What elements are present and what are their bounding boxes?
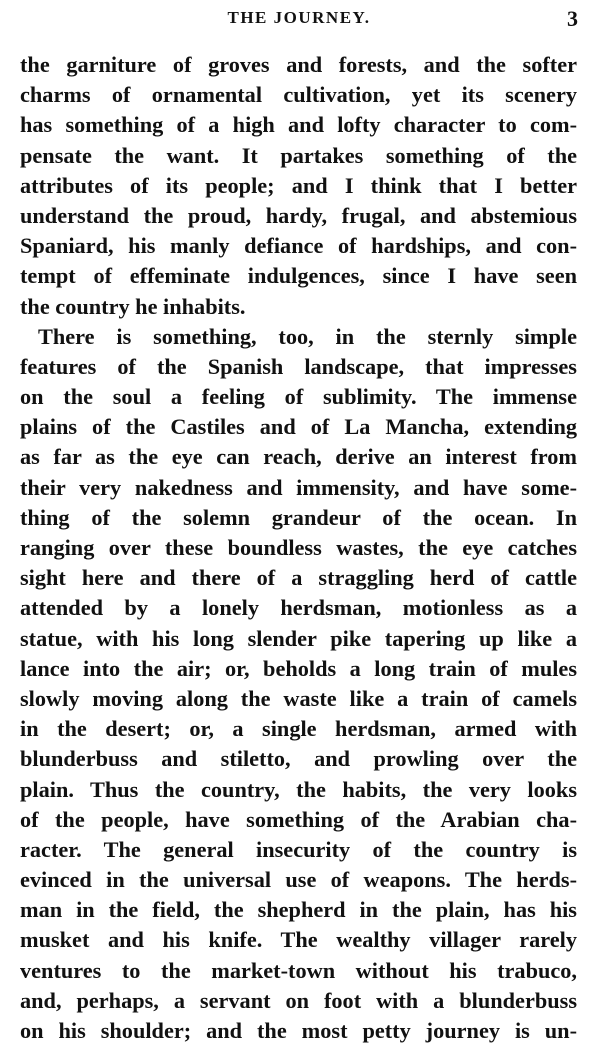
text-line: evinced in the universal use of weapons. The herds- [20, 867, 577, 893]
running-title: THE JOURNEY. [227, 8, 371, 27]
text-line: in the desert; or, a single herdsman, armed with [20, 716, 577, 742]
text-line: slowly moving along the waste like a train of camels [20, 685, 577, 711]
text-line: has something of a high and lofty character to com- [20, 112, 577, 138]
text-line: man in the field, the shepherd in the plain, has his [20, 897, 577, 923]
text-line: lance into the air; or, beholds a long train of mules [20, 655, 577, 681]
text-line: their very nakedness and immensity, and have some- [20, 474, 577, 500]
text-line: blunderbuss and stiletto, and prowling over the [20, 746, 577, 772]
text-line: thing of the solemn grandeur of the ocean. In [20, 504, 577, 530]
text-line: ranging over these boundless wastes, the eye catches [20, 535, 577, 560]
text-line: charms of ornamental cultivation, yet its scenery [20, 82, 577, 108]
running-head [20, 8, 578, 38]
text-line: tempt of effeminate indulgences, since I have seen [20, 263, 577, 289]
text-line: understand the proud, hardy, frugal, and abstemious [20, 202, 577, 228]
text-line: attributes of its people; and I think that I better [20, 172, 577, 198]
paragraph-first-line: There is something, too, in the sternly simple [38, 323, 577, 349]
text-line: Spaniard, his manly defiance of hardships, and con- [20, 233, 577, 259]
text-line: statue, with his long slender pike tapering up like a [20, 625, 577, 651]
text-line: on the soul a feeling of sublimity. The immense [20, 384, 577, 410]
text-line: musket and his knife. The wealthy villager rarely [20, 927, 577, 953]
text-line: of the people, have something of the Arabian cha- [20, 806, 577, 832]
text-line: sight here and there of a straggling herd of cattle [20, 565, 577, 591]
text-line: plains of the Castiles and of La Mancha, extending [20, 414, 577, 440]
text-line: racter. The general insecurity of the country is [20, 836, 577, 862]
text-line: as far as the eye can reach, derive an interest from [20, 444, 577, 470]
page-number: 3 [567, 6, 578, 31]
text-line: attended by a lonely herdsman, motionless as a [20, 595, 577, 621]
text-line: plain. Thus the country, the habits, the very looks [20, 776, 577, 802]
paragraph-end-line: the country he inhabits. [20, 293, 246, 319]
text-line: the garniture of groves and forests, and the softer [20, 52, 577, 77]
text-line: features of the Spanish landscape, that impresses [20, 353, 577, 379]
body-text [20, 50, 577, 1046]
text-line: pensate the want. It partakes something of the [20, 142, 577, 168]
text-line: and, perhaps, a servant on foot with a blunderbuss [20, 987, 577, 1013]
text-line: ventures to the market-town without his trabuco, [20, 957, 577, 983]
text-line: on his shoulder; and the most petty journey is un- [20, 1018, 577, 1043]
